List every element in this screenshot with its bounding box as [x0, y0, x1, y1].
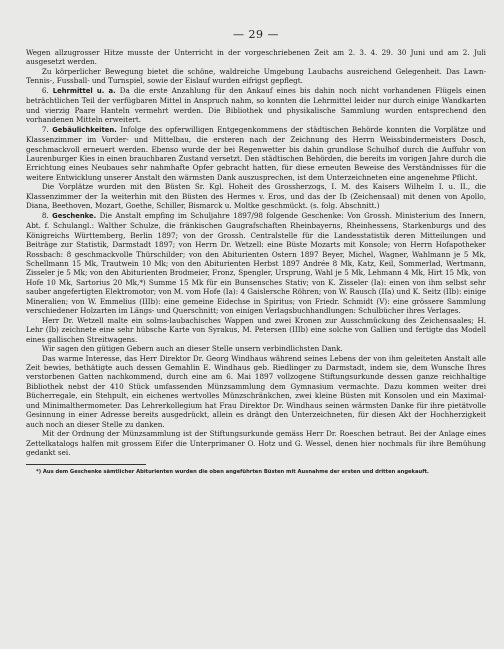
document-body	[26, 48, 486, 476]
page-number: — 29 —	[233, 28, 279, 41]
paragraph-wetzell: Herr Dr. Wetzell malte ein solms-laubachisches Wappen und zwei Kronen zur Ausschmückung des Zeichensaales; H. Lehr (Ib) zeichnete eine sehr hübsche Karte von Syrakus, M. Petersen (IIIb) eine solche von Gallien und fertigte das Modell eines gallischen Streitwagens.	[26, 315, 486, 344]
section-text: Infolge des opferwilligen Entgegenkommens der städtischen Behörde konnten die Vorplätze und Klassenzimmer im Vorder- und Mittelbau, die ersteren nach der Zeichnung des Herrn Weissbindermeisters Dosch, geschmackvoll erneuert werden. Ebenso wurde der bei Regenwetter bis dahin grundlose Schulhof durch die Auffuhr von Laurenburger Kies in einen brauchbaren Zustand versetzt. Den städtischen Behörden, die bereits im vorigen Jahre durch die Errichtung eines Neubaues sehr nahmhafte Opfer gebracht hatten, für diese erneuten Beweise des Verständnisses für die weitere Entwicklung unserer Anstalt den wärmsten Dank auszusprechen, ist dem Unterzeichneten eine angenehme Pflicht.	[26, 124, 486, 182]
section-number: 7.	[41, 124, 49, 134]
section-number: 8.	[41, 210, 49, 220]
section-heading: Lehrmittel u. a.	[52, 86, 116, 95]
section-text: Da die erste Anzahlung für den Ankauf eines bis dahin noch nicht vorhandenen Flügels einen beträchtlichen Teil der verfügbaren Mittel in Anspruch nahm, so konnten die Lehrmittel leider nur durch einige Wandkarten und vierzig Paare Hanteln vermehrt werden. Die Bibliothek und physikalische Sammlung wurden entsprechend den vorhandenen Mitteln erweitert.	[26, 85, 486, 125]
section-lehrmittel	[26, 86, 486, 125]
paragraph-vorplaetze: Die Vorplätze wurden mit den Büsten Sr. Kgl. Hoheit des Grossherzogs, I. M. des Kaisers Wilhelm I. u. II., die Klassenzimmer der Ia weiterhin mit den Büsten des Hermes v. Eros, und das der Ib (Zeichensaal) mit denen von Apollo, Diana, Beethoven, Mozart, Goethe, Schiller, Bismarck u. Moltke geschmückt. (s. folg. Abschnitt.)	[26, 182, 486, 211]
section-geschenke	[26, 211, 486, 316]
paragraph-exercise: Zu körperlicher Bewegung bietet die schöne, waldreiche Umgebung Laubachs ausreichend Gelegenheit. Das Lawn-Tennis-, Fussball- und Turnspiel, sowie der Eislauf wurden eifrigst gepflegt.	[26, 66, 486, 86]
footnote-divider	[26, 464, 146, 465]
section-text: Die Anstalt empfing im Schuljahre 1897/98 folgende Geschenke: Von Grossh. Ministerium des Innern, Abt. f. Schulangl.: Walther Schulze, die fränkischen Gaugrafschaften Rheinbayerns, Rheinhessens, Starkenburgs und des Königreichs Württemberg, Berlin 1897; von der Grossh. Centralstelle für die Landesstatistik deren Mitteilungen und Beiträge zur Statistik, Darmstadt 1897; von Herrn Dr. Wetzell: eine Büste Mozarts mit Konsole; von Herrn Hofapotheker Rossbach: 8 geschmackvolle Thürschilder; von den Abiturienten Ostern 1897 Beyer, Michel, Wagner, Wahlmann je 5 Mk, Schellmann 15 Mk, Trautwein 10 Mk; von den Abiturienten Herbst 1897 Andrée 8 Mk, Katz, Keil, Sommerlad, Wertmann, Zisseler je 5 Mk; von den Abiturienten Brodmeier, Fronz, Spengler, Ursprung, Wahl je 5 Mk, Lehmann 4 Mk, Hirt 15 Mk, von Hofe 10 Mk, Sartorius 20 Mk,*) Summe 15 Mk für ein Bunsensches Stativ; von K. Zisseler (Ia): einen von ihm selbst sehr sauber angefertigten Elektromotor; von M. vom Hofe (Ia): 4 Gaislersche Röhren; von W. Rausch (IIa) und K. Seitz (IIb): einige Mineralien; von W. Emmelius (IIIb): eine gemeine Eidechse in Spiritus; von Friedr. Schmidt (V): eine grössere Sammlung verschiedener Holzarten im Längs- und Querschnitt; von einigen Verlagsbuchhandlungen: Schulbücher ihres Verlages.	[26, 210, 486, 316]
footnote: *) Aus dem Geschenke sämtlicher Abiturienten wurden die oben angeführten Büsten mit Ausnahme der ersten und dritten angekauft.	[36, 469, 429, 476]
section-heading: Geschenke.	[52, 211, 97, 220]
section-gebaeulichkeiten	[26, 125, 486, 183]
paragraph-heat-closure: Wegen allzugrosser Hitze musste der Unterricht in der vorgeschriebenen Zeit am 2. 3. 4. 29. 30 Juni und am 2. Juli ausgesetzt werden.	[26, 48, 486, 67]
section-number: 6.	[41, 85, 49, 95]
paragraph-muenzsammlung: Mit der Ordnung der Münzsammlung ist der Stiftungsurkunde gemäss Herr Dr. Roeschen betraut. Bei der Anlage eines Zettelkatalogs halfen mit grossem Eifer die Unterprimaner O. Hotz und G. Wessel, denen hier nochmals für ihre Bemühung gedankt sei.	[26, 429, 486, 458]
section-heading: Gebäulichkeiten.	[52, 125, 117, 134]
paragraph-windhaus: Das warme Interesse, das Herr Direktor Dr. Georg Windhaus während seines Lebens der von ihm geleiteten Anstalt alle Zeit bewies, bethätigte auch dessen Gemahlin E. Windhaus geb. Riedlinger zu Darmstadt, indem sie, dem Wunsche Ihres verstorbenen Gatten nachkommend, durch eine am 6. Mai 1897 vollzogene Stiftungsurkunde dessen ganze reichhaltige Bibliothek nebst der 410 Stück umfassenden Münzsammlung dem Gymnasium vermachte. Dazu kommen weiter drei Bücherregale, ein Stehpult, ein eichenes wertvolles Münzschränkchen, zwei kleine Büsten mit Konsolen und ein Maximal- und Minimalthermometer. Das Lehrerkollegium hat Frau Direktor Dr. Windhaus seinen wärmsten Danke für ihre pietätvolle Gesinnung in einer Adresse bereits ausgedrückt, allein es drängt den Unterzeichneten, für diesen Akt der Hochherzigkeit auch noch an dieser Stelle zu danken.	[26, 353, 486, 429]
paragraph-dank: Wir sagen den gütigen Gebern auch an dieser Stelle unsern verbindlichsten Dank.	[41, 344, 343, 354]
